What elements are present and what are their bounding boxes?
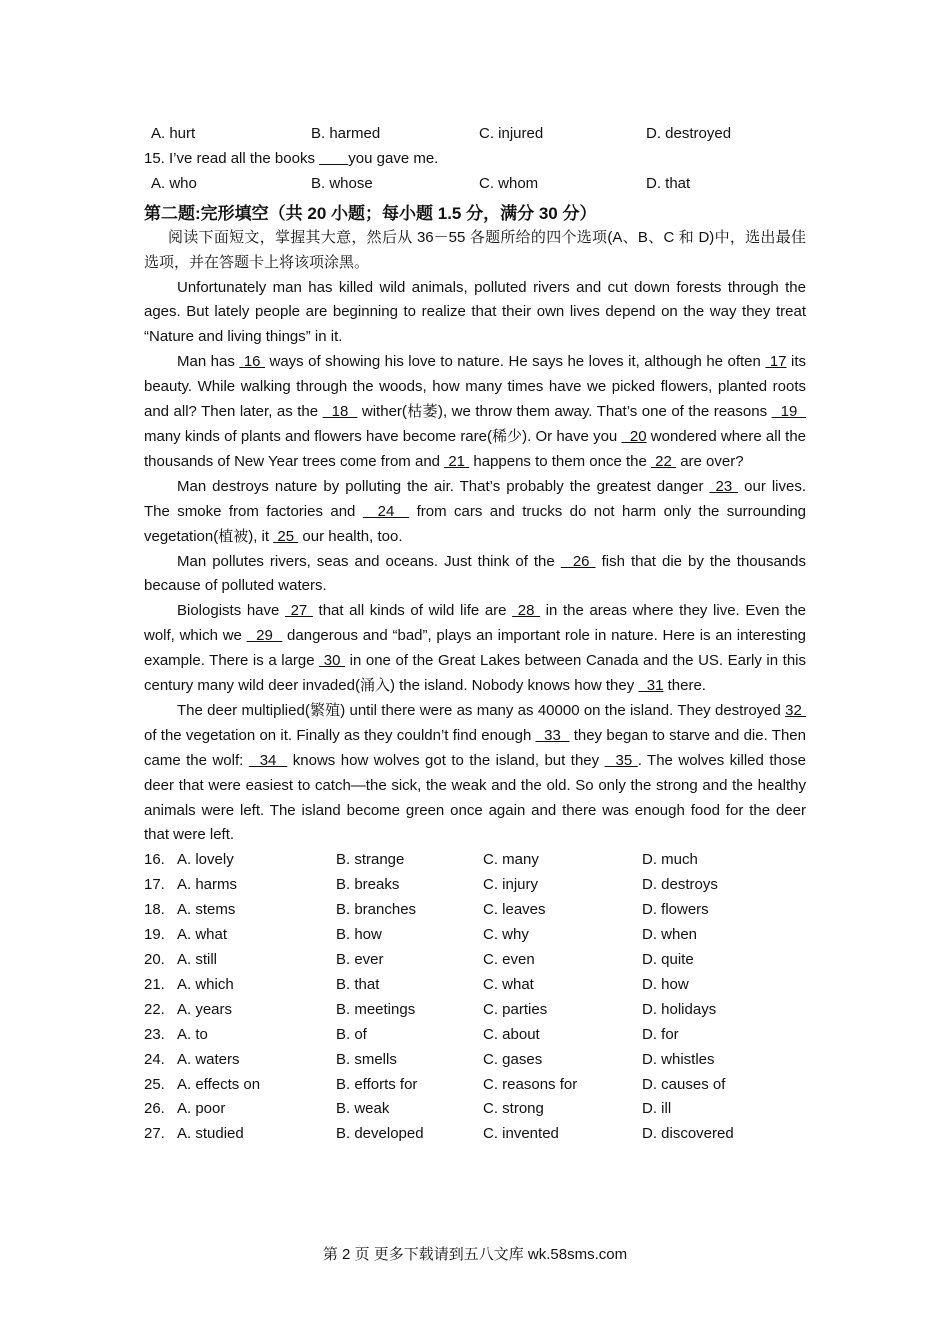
passage-text: happens to them once the: [469, 452, 651, 470]
question-row: [144, 973, 806, 998]
blank: 19: [771, 403, 807, 421]
question-option: A. to: [177, 1025, 208, 1043]
question-option: A. stems: [177, 901, 236, 919]
q14-option-c: C. injured: [479, 125, 544, 142]
question-row: [144, 898, 806, 923]
q14-option-b: B. harmed: [311, 125, 381, 142]
passage-paragraph: [144, 475, 806, 550]
question-option: D. when: [642, 926, 698, 944]
question-option: A. harms: [177, 876, 238, 894]
passage-text: they began to starve and die. Then came the wolf:: [144, 726, 806, 769]
passage-text: Man destroys nature by polluting the air. That’s probably the greatest danger: [177, 477, 710, 495]
question-number: 20.: [144, 951, 165, 968]
passage-text: of the vegetation on it. Finally as they couldn’t find enough: [144, 726, 536, 744]
question-option: A. still: [177, 951, 218, 968]
question-option: B. meetings: [336, 1000, 416, 1018]
question-number: 22.: [144, 1000, 165, 1018]
question-option: B. that: [336, 975, 380, 993]
blank: 33: [535, 726, 570, 744]
question-option: A. lovely: [177, 851, 234, 869]
question-option: D. holidays: [642, 1000, 717, 1018]
question-option: C. what: [483, 975, 534, 993]
passage-text: its beauty. While walking through the woods, how many times have we picked flowers, planted roots and all? Then later, as the: [144, 353, 806, 421]
question-option: D. for: [642, 1025, 679, 1043]
question-option: A. poor: [177, 1100, 226, 1118]
question-row: [144, 1073, 806, 1098]
question-number: 17.: [144, 876, 165, 894]
q15-option-a: A. who: [151, 174, 197, 192]
q14-option-d: D. destroyed: [646, 125, 732, 142]
passage-text: wondered where all the thousands of New Year trees come from and: [144, 427, 806, 470]
question-row: [144, 1122, 806, 1147]
blank: 21: [444, 452, 470, 470]
blank: 16: [239, 353, 265, 371]
question-number: 23.: [144, 1025, 165, 1043]
question-option: C. reasons for: [483, 1075, 578, 1093]
passage-text: knows how wolves got to the island, but they: [287, 751, 605, 769]
passage-text: many kinds of plants and flowers have become rare(稀少). Or have you: [144, 427, 622, 445]
q15-text-after: you gave me.: [348, 149, 439, 167]
passage-text: our lives. The smoke from factories and: [144, 477, 806, 520]
question-option: B. developed: [336, 1125, 424, 1143]
blank: 30: [319, 652, 346, 670]
question-option: C. parties: [483, 1000, 548, 1018]
blank: 22: [651, 452, 677, 470]
section-title: 第二题:完形填空（共 20 小题；每小题 1.5 分，满分 30 分）: [144, 203, 597, 223]
question-option: B. how: [336, 926, 382, 944]
blank: 27: [284, 602, 313, 620]
question-number: 24.: [144, 1050, 165, 1068]
passage-text: in the areas where they live. Even the wolf, which we: [144, 602, 806, 645]
question-option: B. of: [336, 1025, 367, 1043]
blank: 18: [322, 403, 358, 421]
question-option: D. discovered: [642, 1125, 734, 1143]
question-row: [144, 873, 806, 898]
question-option: D. ill: [642, 1100, 672, 1118]
question-number: 18.: [144, 901, 165, 919]
question-number: 25.: [144, 1075, 165, 1093]
q15-option-c: C. whom: [479, 174, 539, 192]
question-option: C. gases: [483, 1050, 543, 1068]
blank: 17: [765, 353, 787, 371]
question-option: A. effects on: [177, 1075, 261, 1093]
question-option: A. what: [177, 926, 228, 944]
blank: 24: [362, 502, 410, 520]
passage-text: our health, too.: [298, 527, 403, 545]
document-content: [144, 122, 806, 1147]
passage-text: fish that die by the thousands because of polluted waters.: [144, 552, 806, 595]
question-option: C. even: [483, 951, 535, 968]
q15-option-d: D. that: [646, 174, 691, 192]
passage-text: wither(枯萎), we throw them away. That’s one of the reasons: [357, 403, 772, 421]
question-row: [144, 848, 806, 873]
passage-paragraph: [144, 550, 806, 600]
blank: 35: [604, 751, 638, 769]
q14-options: [144, 122, 806, 147]
question-option: C. strong: [483, 1100, 544, 1118]
passage-text: Man pollutes rivers, seas and oceans. Just think of the: [177, 552, 561, 570]
passage-text: there.: [663, 677, 706, 695]
question-option: D. flowers: [642, 901, 709, 919]
question-option: D. how: [642, 975, 689, 993]
question-list: [144, 848, 806, 1147]
question-number: 16.: [144, 851, 165, 869]
question-number: 21.: [144, 975, 165, 993]
question-option: C. why: [483, 926, 529, 944]
question-option: A. which: [177, 975, 234, 993]
question-row: [144, 1048, 806, 1073]
question-option: D. destroys: [642, 876, 718, 894]
instruction: 阅读下面短文，掌握其大意，然后从 36－55 各题所给的四个选项(A、B、C 和 D)中，选出最佳选项，并在答题卡上将该项涂黑。: [144, 228, 806, 271]
passage-text: are over?: [676, 452, 744, 470]
question-option: C. many: [483, 851, 539, 869]
passage-paragraph: [144, 599, 806, 699]
blank: 34: [248, 751, 288, 769]
blank: 28: [512, 602, 541, 620]
question-option: C. invented: [483, 1125, 559, 1143]
blank: 23: [709, 477, 739, 495]
passage-paragraph: [144, 276, 806, 351]
question-option: A. waters: [177, 1050, 240, 1068]
question-option: C. leaves: [483, 901, 546, 919]
question-row: [144, 1023, 806, 1048]
question-option: A. years: [177, 1000, 233, 1018]
question-number: 26.: [144, 1100, 165, 1118]
blank: 29: [246, 627, 283, 645]
question-option: D. much: [642, 851, 698, 869]
question-option: B. strange: [336, 851, 405, 869]
passage-text: dangerous and “bad”, plays an important role in nature. Here is an interesting example. There is a large: [144, 627, 806, 670]
passage-paragraph: [144, 699, 806, 848]
q15-option-b: B. whose: [311, 174, 373, 192]
blank: 25: [273, 527, 299, 545]
question-option: B. ever: [336, 951, 384, 968]
question-option: B. breaks: [336, 876, 400, 894]
question-row: [144, 998, 806, 1023]
passage-text: Man has: [177, 353, 240, 371]
question-option: B. efforts for: [336, 1075, 418, 1093]
question-option: D. causes of: [642, 1075, 726, 1093]
page-footer: 第 2 页 更多下载请到五八文库 wk.58sms.com: [322, 1246, 628, 1263]
cloze-passage: [144, 276, 806, 849]
passage-paragraph: [144, 350, 806, 475]
question-option: D. quite: [642, 951, 694, 968]
passage-text: in one of the Great Lakes between Canada and the US. Early in this century many wild deer invaded(涌入) the island. Nobody knows how they: [144, 652, 806, 695]
question-option: C. about: [483, 1025, 540, 1043]
question-number: 27.: [144, 1125, 165, 1143]
passage-text: . The wolves killed those deer that were easiest to catch—the sick, the weak and the old. So only the strong and the healthy animals were left. The island become green once again and there was enough food for the deer that were left.: [144, 751, 807, 844]
passage-text: The deer multiplied(繁殖) until there were as many as 40000 on the island. They destroyed: [177, 701, 786, 719]
question-option: C. injury: [483, 876, 539, 894]
passage-text: Unfortunately man has killed wild animals, polluted rivers and cut down forests through the ages. But lately people are beginning to realize that their own lives depend on the way they treat “Nature and living things” in it.: [144, 278, 806, 346]
question-row: [144, 1097, 806, 1122]
q14-option-a: A. hurt: [151, 125, 196, 142]
blank: 26: [560, 552, 596, 570]
blank: 32: [785, 701, 806, 719]
blank: 31: [638, 677, 664, 695]
question-row: [144, 923, 806, 948]
q15-stem: [144, 147, 806, 172]
q15-options: [144, 172, 806, 197]
question-option: B. weak: [336, 1100, 390, 1118]
question-option: B. smells: [336, 1050, 397, 1068]
passage-text: Biologists have: [177, 602, 285, 620]
passage-text: from cars and trucks do not harm only the surrounding vegetation(植被), it: [144, 502, 807, 545]
question-option: B. branches: [336, 901, 417, 919]
blank: 20: [621, 427, 647, 445]
question-number: 19.: [144, 926, 165, 944]
q15-blank: [319, 150, 348, 167]
passage-text: ways of showing his love to nature. He says he loves it, although he often: [265, 353, 766, 371]
question-option: A. studied: [177, 1125, 244, 1143]
passage-text: that all kinds of wild life are: [312, 602, 513, 620]
question-option: D. whistles: [642, 1050, 715, 1068]
question-row: [144, 948, 806, 973]
q15-text-before: 15. I’ve read all the books: [144, 149, 320, 167]
